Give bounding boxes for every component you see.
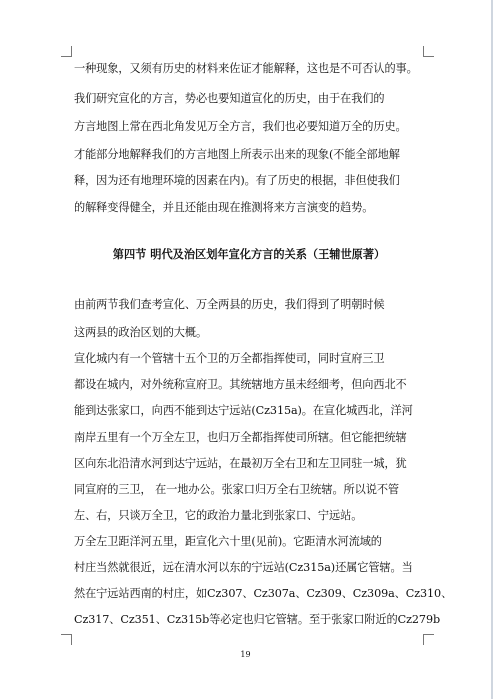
paragraph-line: 的解释变得健全，并且还能由现在推测将来方言演变的趋势。 — [74, 201, 374, 214]
crop-mark-bottom-left — [61, 634, 72, 645]
paragraph-line: 方言地图上常在西北角发见万全方言，我们也必要知道万全的历史。 — [74, 120, 407, 133]
page-number: 19 — [240, 650, 251, 659]
paragraph-line: 左、右，只谈万全卫，它的政治力量北到张家口、宁远站。 — [74, 509, 363, 522]
paragraph-line: 这两县的政治区划的大概。 — [74, 326, 208, 339]
paragraph-line: 才能部分地解释我们的方言地图上所表示出来的现象(不能全部地解 — [74, 148, 400, 161]
section-title: 第四节 明代及治区划年宣化方言的关系（王辅世原著） — [112, 248, 386, 261]
paragraph-line: 区向东北沿清水河到达宁远站，在最初万全右卫和左卫同驻一城，犹 — [74, 457, 407, 470]
paragraph-line: 宣化城内有一个管辖十五个卫的万全都指挥使司，同时宣府三卫 — [74, 352, 385, 365]
paragraph-line: 一种现象，又须有历史的材料来佐证才能解释，这也是不可否认的事。 — [74, 62, 418, 75]
paragraph-line: 然在宁远站西南的村庄，如Cz307、Cz307a、Cz309、Cz309a、Cz310、 — [74, 587, 453, 600]
paragraph-line: 万全左卫距洋河五里，距宣化六十里(见前)。它距清水河流域的 — [74, 535, 382, 548]
crop-mark-top-left — [61, 46, 72, 57]
paragraph-line: 能到达张家口，向西不能到达宁远站(Cz315a)。在宣化城西北，洋河 — [74, 404, 413, 417]
crop-mark-bottom-right — [423, 634, 434, 645]
paragraph-line: 由前两节我们查考宣化、万全两县的历史，我们得到了明朝时候 — [74, 298, 385, 311]
paragraph-line: 我们研究宣化的方言，势必也要知道宣化的历史，由于在我们的 — [74, 92, 385, 105]
paragraph-line: 村庄当然就很近，远在清水河以东的宁远站(Cz315a)还属它管辖。当 — [74, 561, 413, 574]
paragraph-line: 释，因为还有地理环境的因素在内)。有了历史的根据，非但使我们 — [74, 174, 400, 187]
paragraph-line: 南岸五里有一个万全左卫，也归万全都指挥使司所辖。但它能把统辖 — [74, 431, 407, 444]
paragraph-line: 都设在城内，对外统称宣府卫。其统辖地方虽未经细考，但向西北不 — [74, 378, 407, 391]
crop-mark-top-right — [423, 46, 434, 57]
paragraph-line: Cz317、Cz351、Cz315b等必定也归它管辖。至于张家口附近的Cz279b — [74, 613, 441, 626]
paragraph-line: 同宣府的三卫， 在一地办公。张家口归万全右卫统辖。所以说不管 — [74, 483, 399, 496]
